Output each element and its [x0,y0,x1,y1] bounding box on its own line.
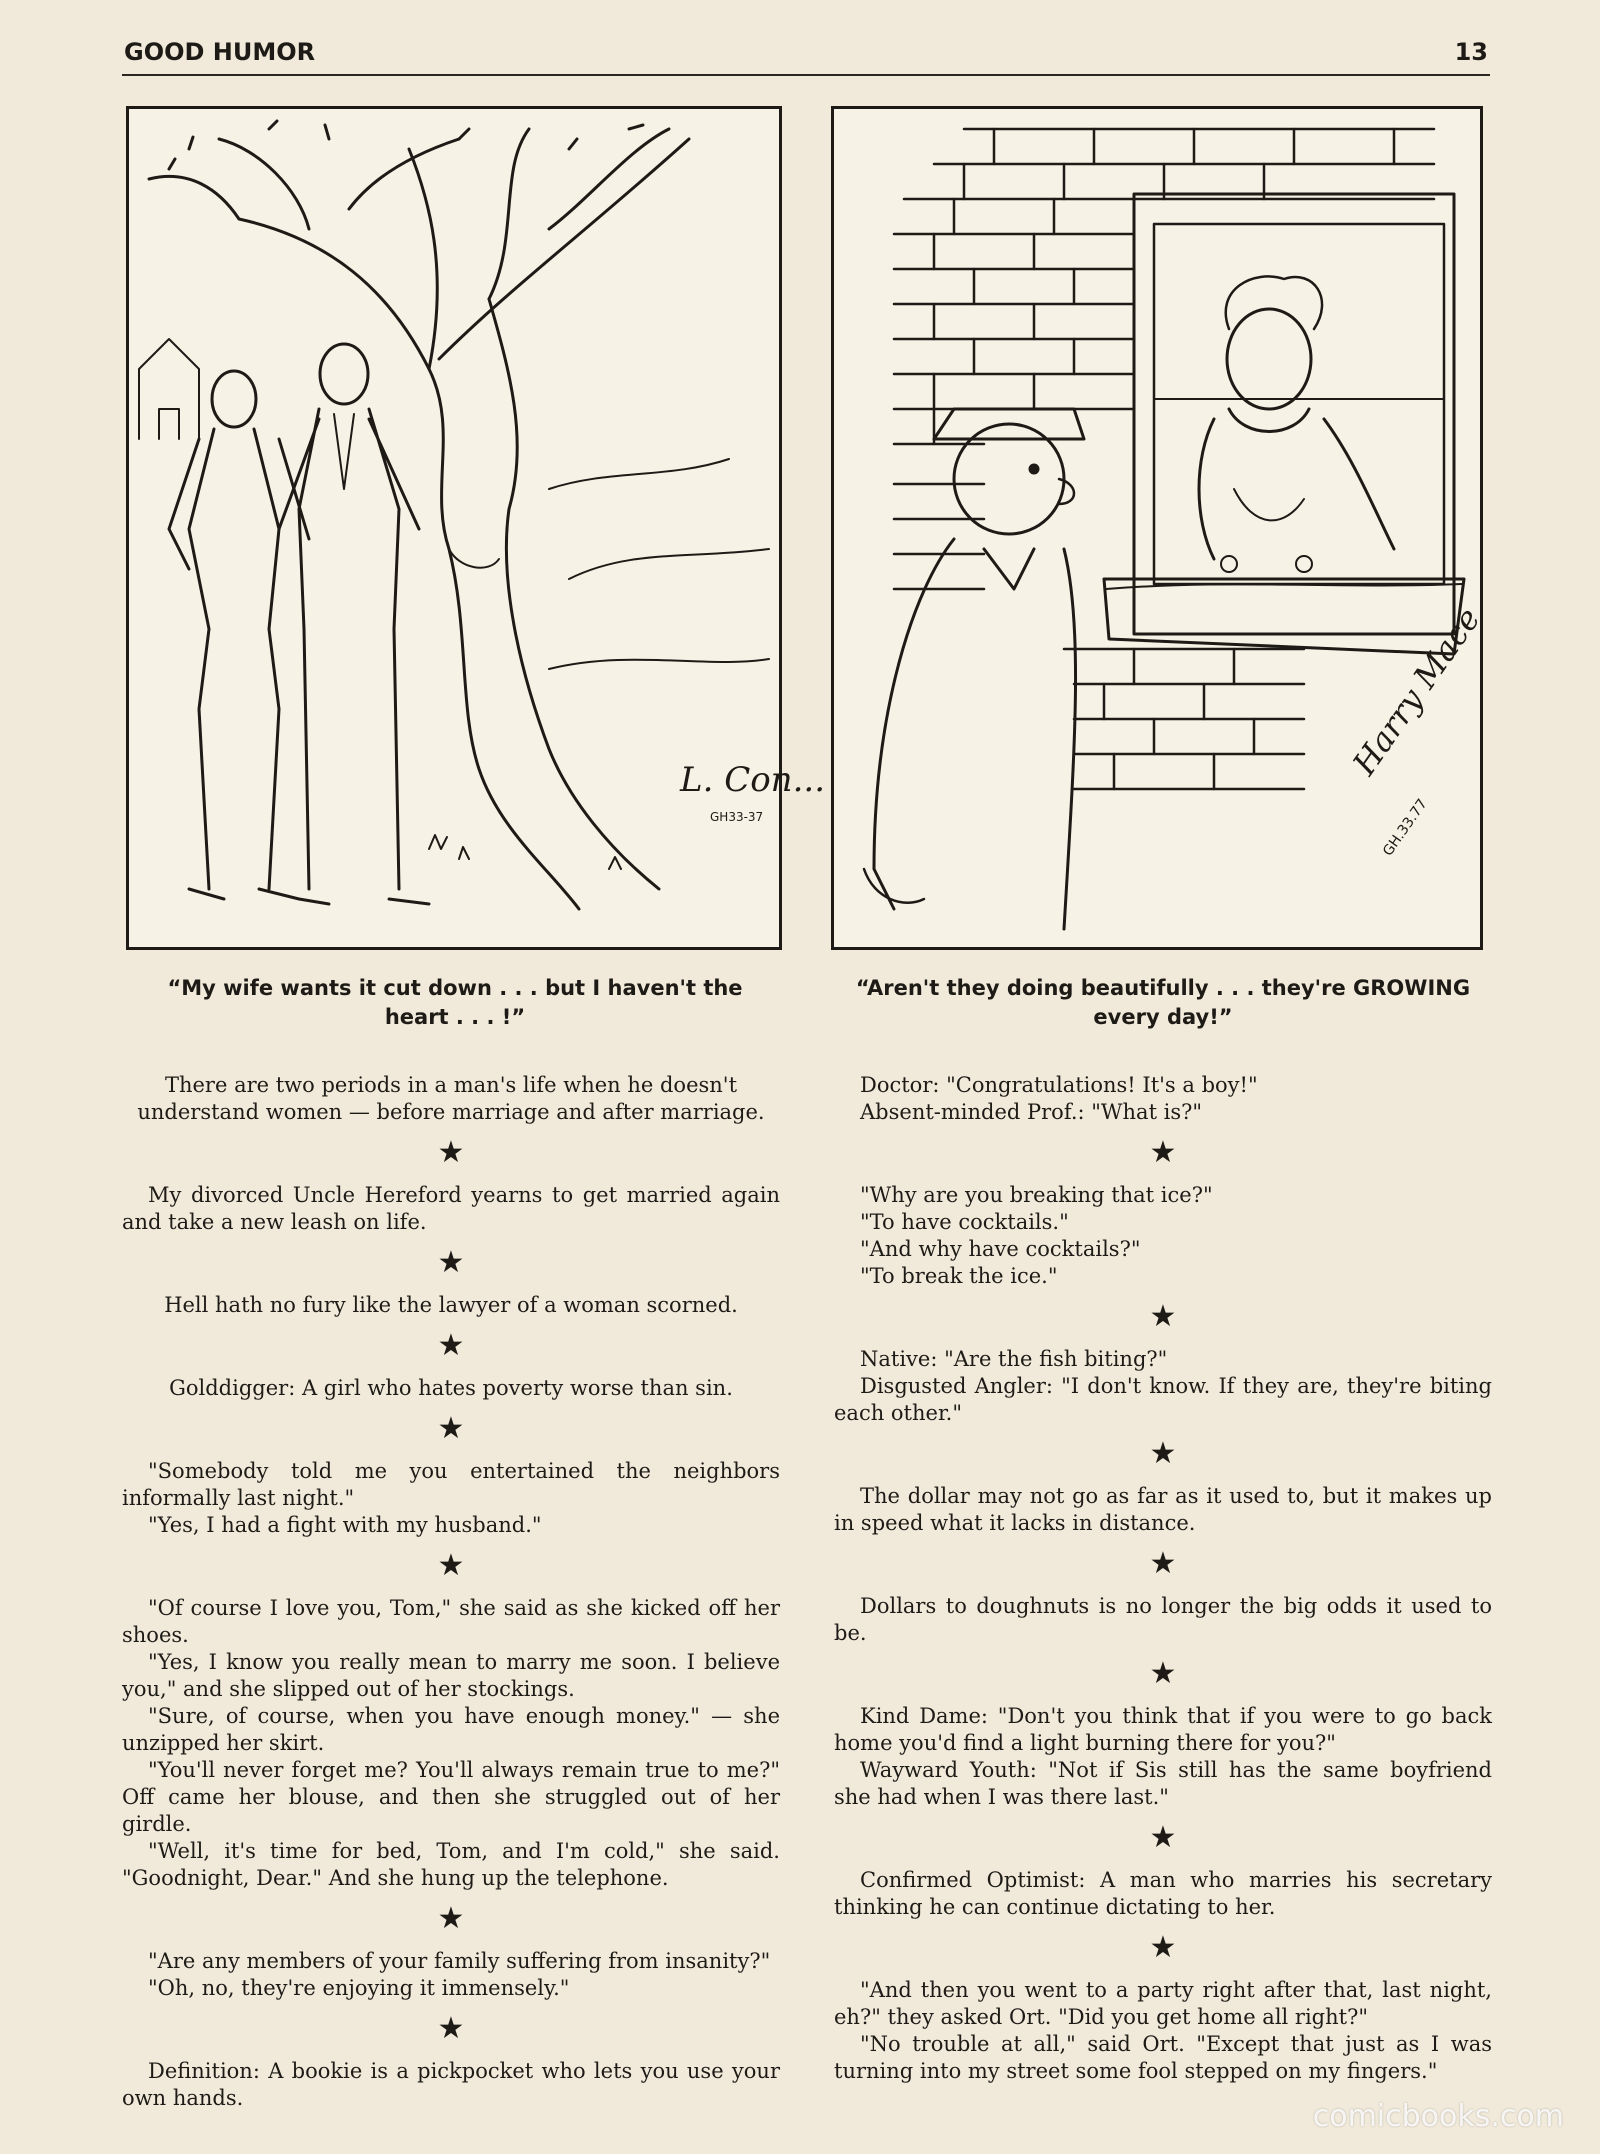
caption-right-part2: every day!” [1093,1005,1233,1029]
joke-text: "And why have cocktails?" [860,1237,1141,1261]
star-separator: ★ [1149,1546,1177,1581]
joke-text: "No trouble at all," said Ort. "Except that just as I was turning into my street some fool stepped on my fingers." [834,2032,1492,2083]
cartoon-code-left: GH33-37 [710,810,764,824]
joke-text: There are two periods in a man's life when he doesn't understand women — before marriage and after marriage. [137,1073,765,1124]
joke-text: Native: "Are the fish biting?" [860,1347,1168,1371]
caption-right [838,974,1488,1032]
joke-text: "Are any members of your family suffering from insanity?" [148,1949,771,1973]
page-number: 13 [1454,38,1488,66]
joke-text: "To break the ice." [860,1264,1058,1288]
artist-signature-right: Harry Mace [1345,600,1488,782]
joke-text: "And then you went to a party right after that, last night, eh?" they asked Ort. "Did you get home all right?" [834,1978,1492,2029]
joke-text: "Yes, I know you really mean to marry me soon. I believe you," and she slipped out of her stockings. [122,1650,780,1701]
watermark: comicbooks.com [1312,2099,1564,2134]
star-separator: ★ [437,1245,465,1280]
star-separator: ★ [1149,1656,1177,1691]
joke-text: Doctor: "Congratulations! It's a boy!" [860,1073,1258,1097]
joke-text: Confirmed Optimist: A man who marries his secretary thinking he can continue dictating to her. [834,1868,1492,1919]
joke-text: Hell hath no fury like the lawyer of a woman scorned. [164,1293,738,1317]
caption-right-emphasis: GROWING [1353,976,1471,1000]
joke-text: Wayward Youth: "Not if Sis still has the same boyfriend she had when I was there last." [834,1758,1492,1809]
joke-text: "Why are you breaking that ice?" [860,1183,1213,1207]
star-separator: ★ [437,2011,465,2046]
joke-text: Dollars to doughnuts is no longer the big odds it used to be. [834,1594,1492,1645]
star-separator: ★ [437,1411,465,1446]
joke-text: "Of course I love you, Tom," she said as she kicked off her shoes. [122,1596,780,1647]
joke-text: Absent-minded Prof.: "What is?" [860,1100,1203,1124]
star-separator: ★ [1149,1930,1177,1965]
left-text-column [122,1072,780,2112]
caption-right-part1: “Aren't they doing beautifully . . . they're [855,976,1354,1000]
caption-left: “My wife wants it cut down . . . but I haven't the heart . . . !” [167,976,743,1029]
joke-text: "Sure, of course, when you have enough money." — she unzipped her skirt. [122,1704,780,1755]
window-box-cartoon-illustration [834,109,1480,947]
joke-text: "To have cocktails." [860,1210,1069,1234]
star-separator: ★ [437,1135,465,1170]
star-separator: ★ [1149,1436,1177,1471]
cartoon-panel-window-box [831,106,1483,950]
joke-text: Disgusted Angler: "I don't know. If they are, they're biting each other." [834,1374,1492,1425]
joke-text: "Well, it's time for bed, Tom, and I'm cold," she said. "Goodnight, Dear." And she hung up the telephone. [122,1839,780,1890]
joke-text: "Oh, no, they're enjoying it immensely." [148,1976,570,2000]
joke-text: Golddigger: A girl who hates poverty worse than sin. [169,1376,733,1400]
cartoon-panel-tree [126,106,782,950]
joke-text: "You'll never forget me? You'll always remain true to me?" Off came her blouse, and then she struggled out of her girdle. [122,1758,780,1836]
joke-text: Kind Dame: "Don't you think that if you were to go back home you'd find a light burning there for you?" [834,1704,1492,1755]
joke-text: My divorced Uncle Hereford yearns to get married again and take a new leash on life. [122,1183,780,1234]
star-separator: ★ [1149,1299,1177,1334]
tree-cartoon-illustration [129,109,779,947]
star-separator: ★ [437,1548,465,1583]
star-separator: ★ [437,1328,465,1363]
joke-text: Definition: A bookie is a pickpocket who lets you use your own hands. [122,2059,780,2110]
star-separator: ★ [1149,1135,1177,1170]
joke-text: "Yes, I had a fight with my husband." [148,1513,542,1537]
star-separator: ★ [437,1901,465,1936]
cartoon-code-right: GH.33.77 [1380,796,1431,860]
magazine-title: GOOD HUMOR [124,38,316,66]
page-header [122,38,1490,76]
joke-text: "Somebody told me you entertained the neighbors informally last night." [122,1459,780,1510]
artist-signature-left: L. Con... [680,760,825,800]
right-text-column [834,1072,1492,2085]
joke-text: The dollar may not go as far as it used to, but it makes up in speed what it lacks in distance. [834,1484,1492,1535]
star-separator: ★ [1149,1820,1177,1855]
